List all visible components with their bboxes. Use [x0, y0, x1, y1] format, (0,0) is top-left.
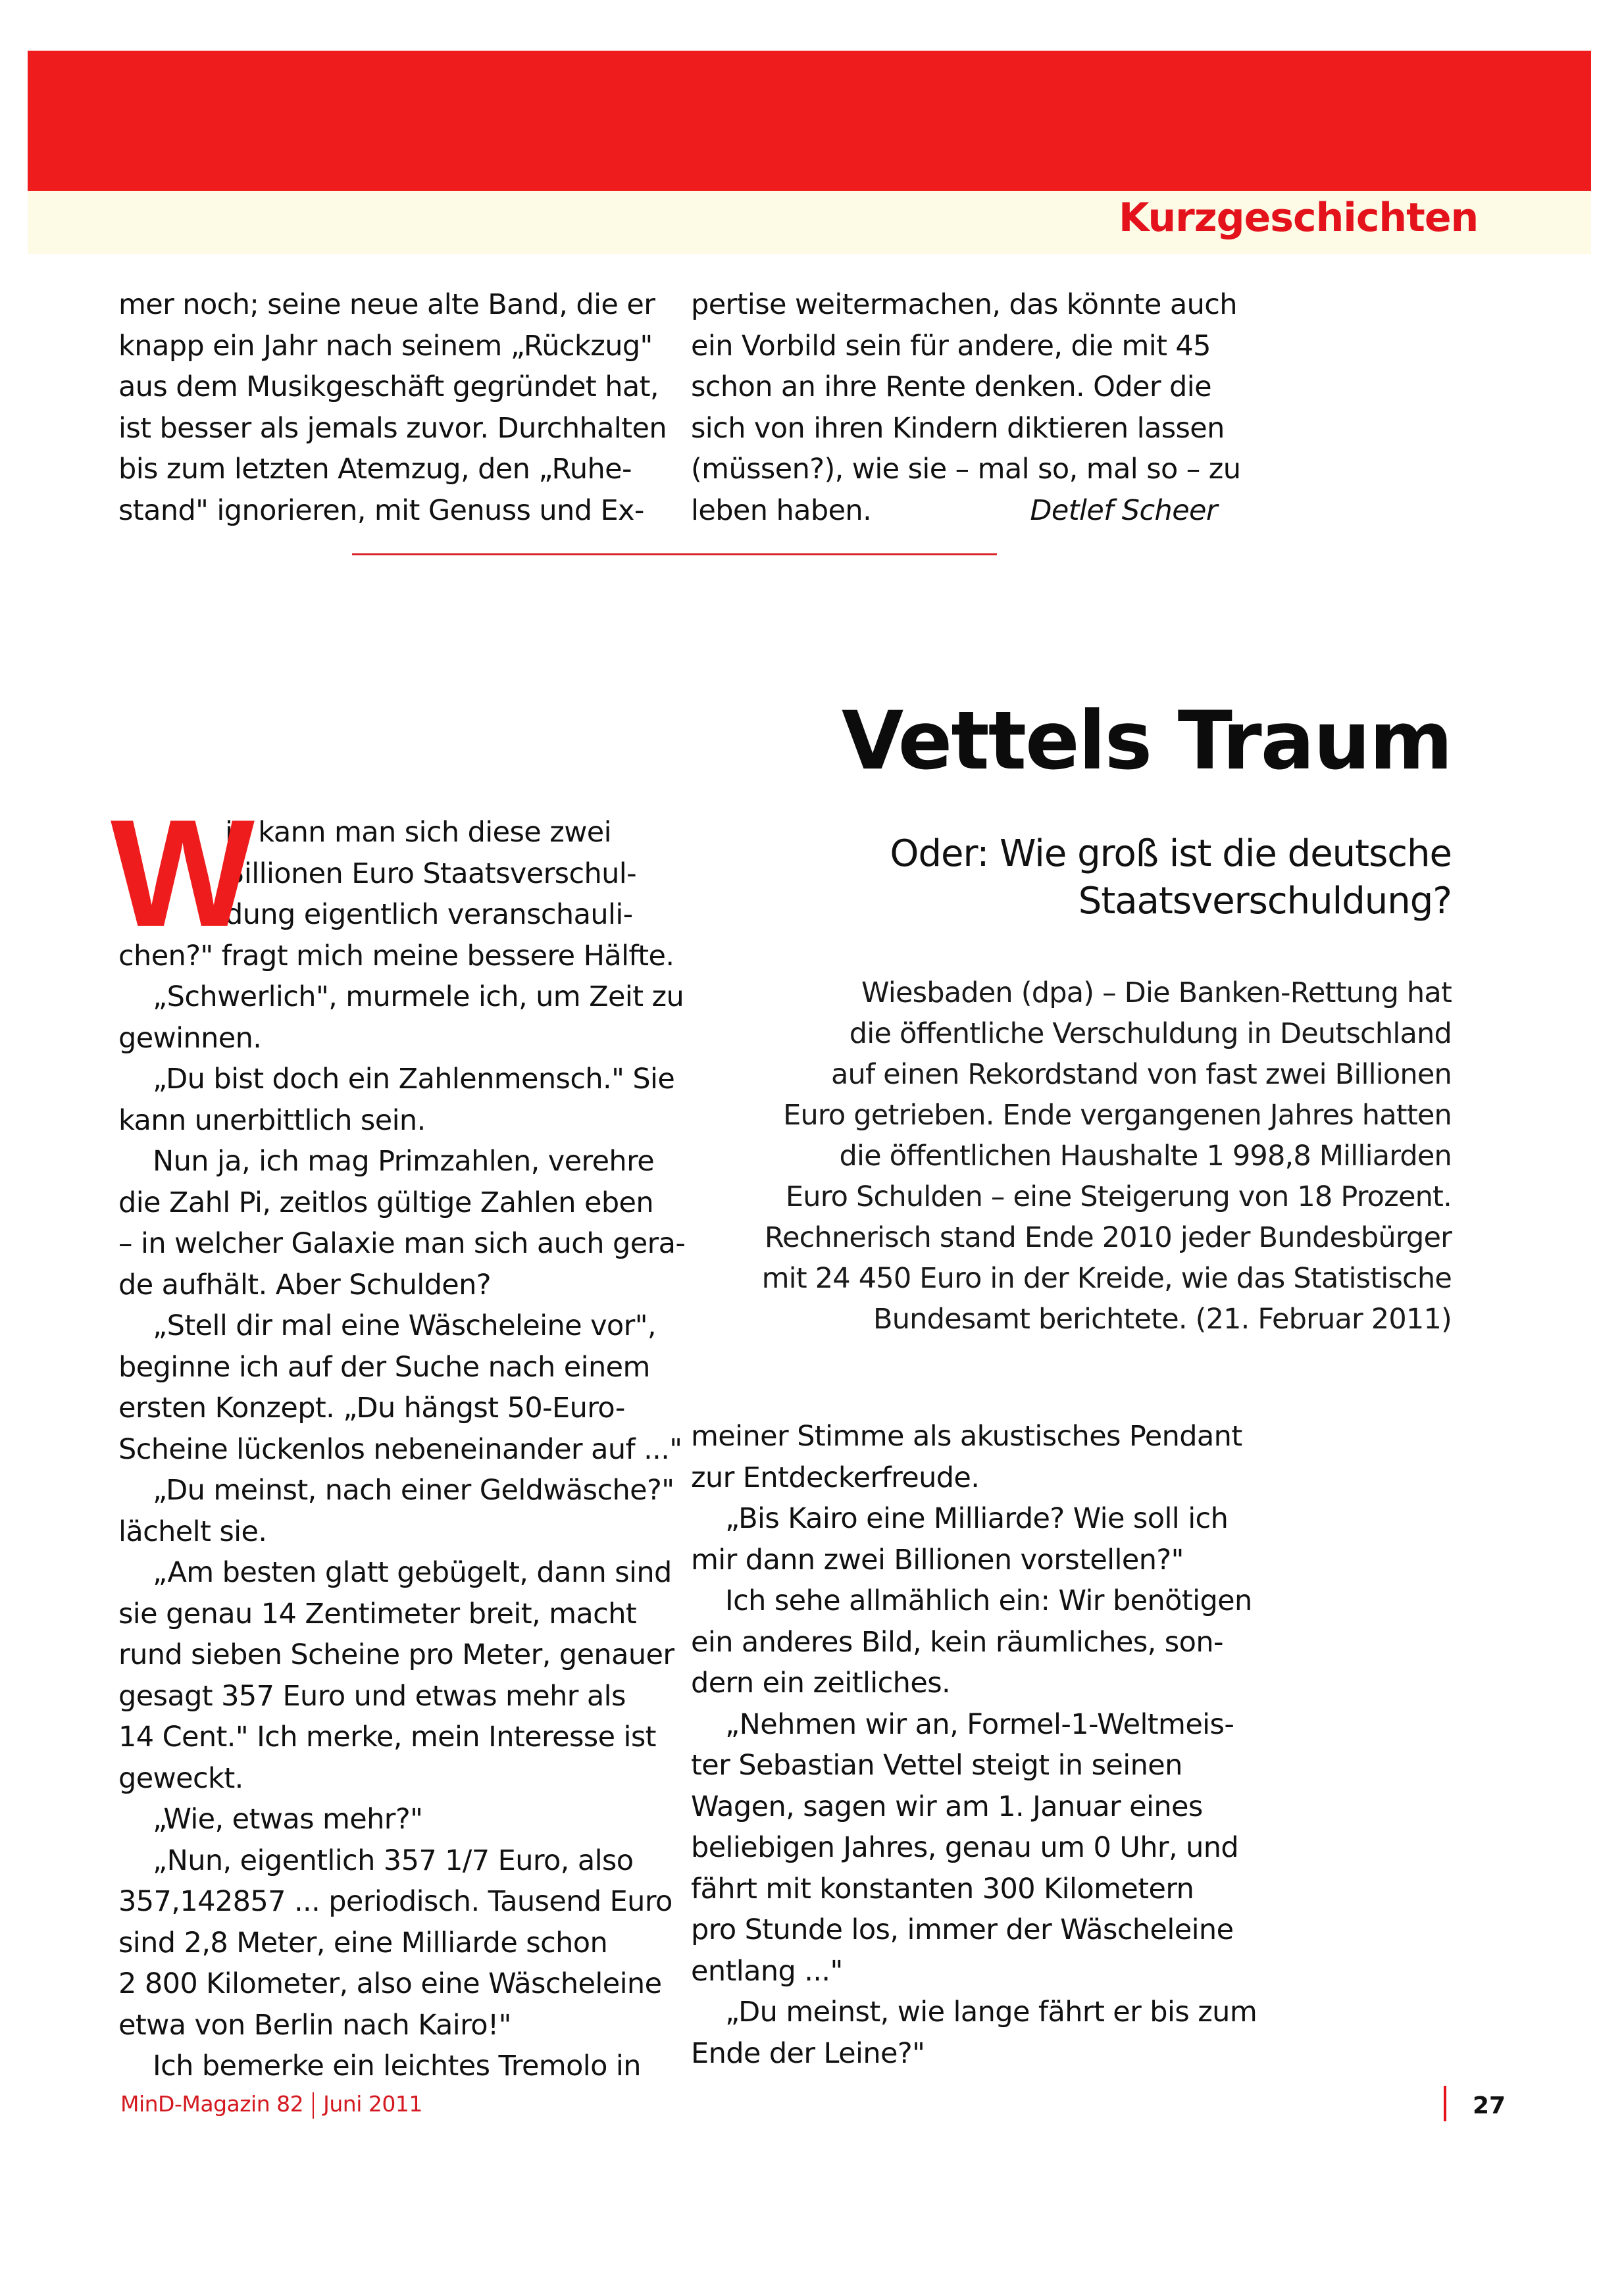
- body-line: Nun ja, ich mag Primzahlen, verehre: [153, 1145, 655, 1178]
- body-line: dung eigentlich veranschauli-: [225, 898, 633, 931]
- header-band: [28, 51, 1591, 191]
- body-line: „Nehmen wir an, Formel-1-Weltmeis-: [725, 1707, 1234, 1741]
- text-line: schon an ihre Rente denken. Oder die: [691, 370, 1211, 403]
- body-line: rund sieben Scheine pro Meter, genauer: [118, 1638, 674, 1671]
- text-line: bis zum letzten Atemzug, den „Ruhe-: [118, 453, 632, 486]
- lede-line: Rechnerisch stand Ende 2010 jeder Bundesbürger: [764, 1221, 1452, 1254]
- article-title: Vettels Traum: [841, 694, 1452, 788]
- body-line: die Zahl Pi, zeitlos gültige Zahlen eben: [118, 1186, 654, 1219]
- author-byline: Detlef Scheer: [1030, 493, 1217, 527]
- previous-story-right-column: [691, 284, 1257, 531]
- body-line: ersten Konzept. „Du hängst 50-Euro-: [118, 1392, 625, 1425]
- body-line: 2 800 Kilometer, also eine Wäscheleine: [118, 1967, 662, 2000]
- text-line: leben haben.: [691, 493, 872, 527]
- lede-line: die öffentlichen Haushalte 1 998,8 Milliarden: [839, 1140, 1452, 1173]
- story-divider: [352, 553, 997, 555]
- text-line: aus dem Musikgeschäft gegründet hat,: [118, 370, 659, 403]
- body-line: Wagen, sagen wir am 1. Januar eines: [691, 1790, 1203, 1823]
- previous-story-left-column: [118, 284, 667, 531]
- text-line: knapp ein Jahr nach seinem „Rückzug": [118, 329, 653, 363]
- article-body-left-column: [111, 788, 686, 2087]
- body-line: dern ein zeitliches.: [691, 1667, 951, 1700]
- lede-line: die öffentliche Verschuldung in Deutschland: [849, 1017, 1452, 1050]
- body-line: „Stell dir mal eine Wäscheleine vor",: [153, 1309, 656, 1342]
- lede-line: Bundesamt berichtete. (21. Februar 2011): [873, 1303, 1452, 1336]
- article-body-right-column: [691, 1416, 1257, 2074]
- body-line: „Du bist doch ein Zahlenmensch." Sie: [153, 1063, 675, 1096]
- body-line: chen?" fragt mich meine bessere Hälfte.: [118, 939, 674, 972]
- section-label: Kurzgeschichten: [1119, 195, 1479, 241]
- article-lede: [762, 972, 1452, 1340]
- body-line: zur Entdeckerfreude.: [691, 1461, 980, 1494]
- page-number: 27: [1473, 2092, 1506, 2119]
- body-line: „Du meinst, nach einer Geldwäsche?": [153, 1474, 674, 1507]
- body-line: ie kann man sich diese zwei: [225, 816, 611, 849]
- body-line: beginne ich auf der Suche nach einem: [118, 1350, 650, 1384]
- text-line: stand" ignorieren, mit Genuss und Ex-: [118, 493, 644, 527]
- body-line: beliebigen Jahres, genau um 0 Uhr, und: [691, 1831, 1239, 1864]
- page-number-bar: [1444, 2086, 1446, 2121]
- text-line: pertise weitermachen, das könnte auch: [691, 288, 1237, 321]
- issue-date: Juni 2011: [323, 2091, 422, 2117]
- body-line: mir dann zwei Billionen vorstellen?": [691, 1543, 1184, 1576]
- body-line: ter Sebastian Vettel steigt in seinen: [691, 1749, 1182, 1782]
- body-line: sind 2,8 Meter, eine Milliarde schon: [118, 1926, 608, 1959]
- body-line: gesagt 357 Euro und etwas mehr als: [118, 1679, 626, 1713]
- body-line: geweckt.: [118, 1761, 243, 1795]
- body-line: – in welcher Galaxie man sich auch gera-: [118, 1227, 686, 1260]
- subtitle-line: Staatsverschuldung?: [1078, 880, 1452, 922]
- body-line: 14 Cent." Ich merke, mein Interesse ist: [118, 1721, 656, 1753]
- body-line: lächelt sie.: [118, 1515, 267, 1548]
- body-line: Ich bemerke ein leichtes Tremolo in: [153, 2050, 641, 2082]
- subtitle-line: Oder: Wie groß ist die deutsche: [890, 832, 1452, 875]
- body-line: sie genau 14 Zentimeter breit, macht: [118, 1597, 637, 1630]
- body-line: Ich sehe allmählich ein: Wir benötigen: [725, 1584, 1252, 1617]
- text-line: (müssen?), wie sie – mal so, mal so – zu: [691, 453, 1241, 486]
- drop-cap: W: [111, 788, 255, 959]
- body-line: pro Stunde los, immer der Wäscheleine: [691, 1913, 1234, 1946]
- body-line: „Du meinst, wie lange fährt er bis zum: [725, 1996, 1257, 2029]
- footer-publication: [120, 2091, 422, 2119]
- body-line: de aufhält. Aber Schulden?: [118, 1268, 492, 1301]
- body-line: etwa von Berlin nach Kairo!": [118, 2008, 511, 2042]
- text-line: ist besser als jemals zuvor. Durchhalten: [118, 411, 667, 445]
- body-line: Scheine lückenlos nebeneinander auf ...": [118, 1432, 682, 1466]
- body-line: 357,142857 ... periodisch. Tausend Euro: [118, 1885, 672, 1918]
- footer-separator: [313, 2092, 314, 2119]
- body-line: „Am besten glatt gebügelt, dann sind: [153, 1556, 672, 1589]
- article-subtitle: [890, 830, 1452, 925]
- body-line: „Bis Kairo eine Milliarde? Wie soll ich: [725, 1502, 1229, 1535]
- body-line: Ende der Leine?": [691, 2036, 925, 2070]
- body-line: fährt mit konstanten 300 Kilometern: [691, 1872, 1194, 1905]
- text-line: mer noch; seine neue alte Band, die er: [118, 288, 655, 321]
- body-line: ein anderes Bild, kein räumliches, son-: [691, 1625, 1223, 1659]
- body-line: gewinnen.: [118, 1021, 262, 1055]
- text-line: sich von ihren Kindern diktieren lassen: [691, 411, 1225, 445]
- lede-line: Wiesbaden (dpa) – Die Banken-Rettung hat: [861, 976, 1452, 1009]
- magazine-name: MinD-Magazin 82: [120, 2091, 304, 2117]
- body-line: entlang ...": [691, 1954, 843, 1988]
- body-line: „Wie, etwas mehr?": [153, 1803, 423, 1836]
- lede-line: mit 24 450 Euro in der Kreide, wie das Statistische: [761, 1262, 1452, 1295]
- lede-line: Euro Schulden – eine Steigerung von 18 Prozent.: [785, 1180, 1452, 1213]
- body-line: meiner Stimme als akustisches Pendant: [691, 1420, 1242, 1453]
- lede-line: auf einen Rekordstand von fast zwei Billionen: [830, 1058, 1452, 1091]
- text-line: ein Vorbild sein für andere, die mit 45: [691, 329, 1211, 363]
- lede-line: Euro getrieben. Ende vergangenen Jahres hatten: [783, 1099, 1452, 1132]
- body-line: „Nun, eigentlich 357 1/7 Euro, also: [153, 1844, 634, 1877]
- body-line: Billionen Euro Staatsverschul-: [225, 857, 637, 890]
- body-line: kann unerbittlich sein.: [118, 1103, 426, 1137]
- body-line: „Schwerlich", murmele ich, um Zeit zu: [153, 980, 684, 1013]
